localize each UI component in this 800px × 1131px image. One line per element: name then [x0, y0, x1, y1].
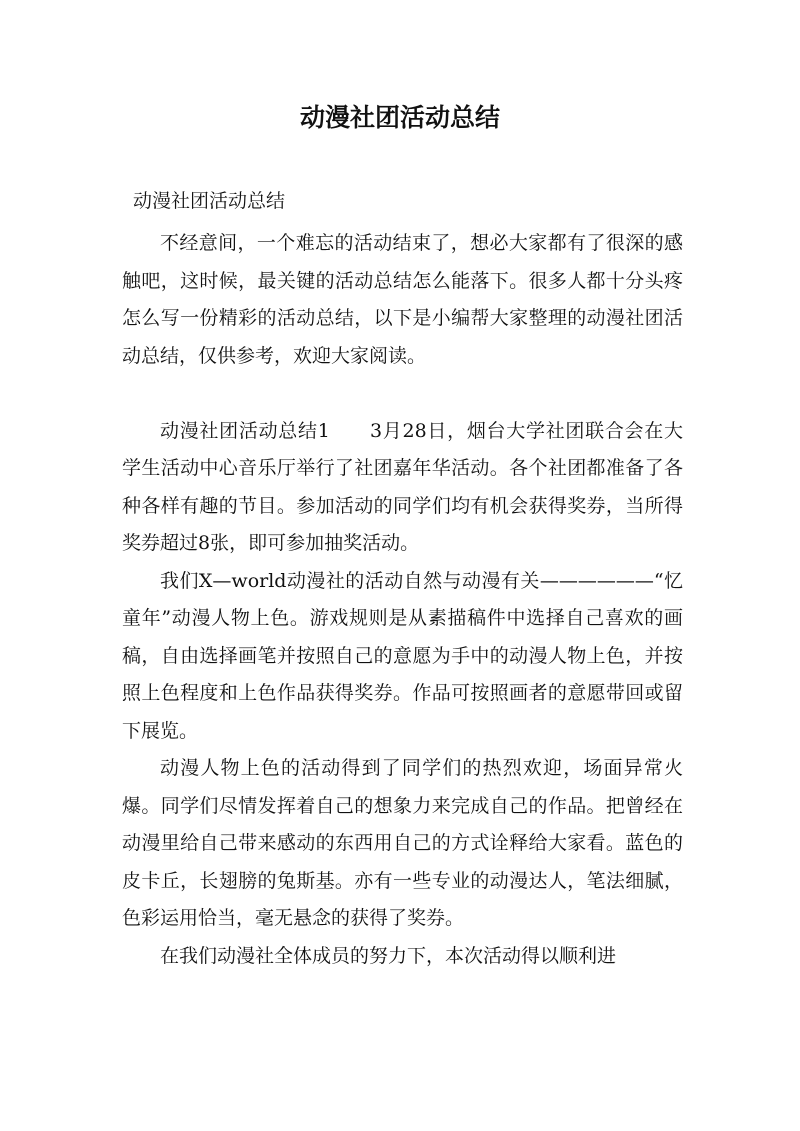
paragraph-summary-1: 动漫社团活动总结1 3月28日，烟台大学社团联合会在大学生活动中心音乐厅举行了社团嘉年华活动。各个社团都准备了各种各样有趣的节目。参加活动的同学们均有机会获得奖券，当所得奖券超过8张，即可参加抽奖活动。	[122, 419, 683, 554]
paragraph-intro: 不经意间，一个难忘的活动结束了，想必大家都有了很深的感触吧，这时候，最关键的活动总结怎么能落下。很多人都十分头疼怎么写一份精彩的活动总结，以下是小编帮大家整理的动漫社团活动总结，仅供参考，欢迎大家阅读。	[122, 232, 683, 367]
document-subtitle: 动漫社团活动总结	[133, 190, 286, 212]
paragraph-reception: 动漫人物上色的活动得到了同学们的热烈欢迎，场面异常火爆。同学们尽情发挥着自己的想象力来完成自己的作品。把曾经在动漫里给自己带来感动的东西用自己的方式诠释给大家看。蓝色的皮卡丘，长翅膀的兔斯基。亦有一些专业的动漫达人，笔法细腻，色彩运用恰当，毫无悬念的获得了奖券。	[122, 757, 683, 929]
paragraph-activity: 我们X—world动漫社的活动自然与动漫有关——————“忆童年”动漫人物上色。游戏规则是从素描稿件中选择自己喜欢的画稿，自由选择画笔并按照自己的意愿为手中的动漫人物上色，并按照上色程度和上色作品获得奖券。作品可按照画者的意愿带回或留下展览。	[122, 569, 683, 742]
paragraph-conclusion: 在我们动漫社全体成员的努力下，本次活动得以顺利进	[160, 944, 617, 967]
document-title: 动漫社团活动总结	[299, 103, 500, 132]
document-body	[122, 225, 683, 975]
